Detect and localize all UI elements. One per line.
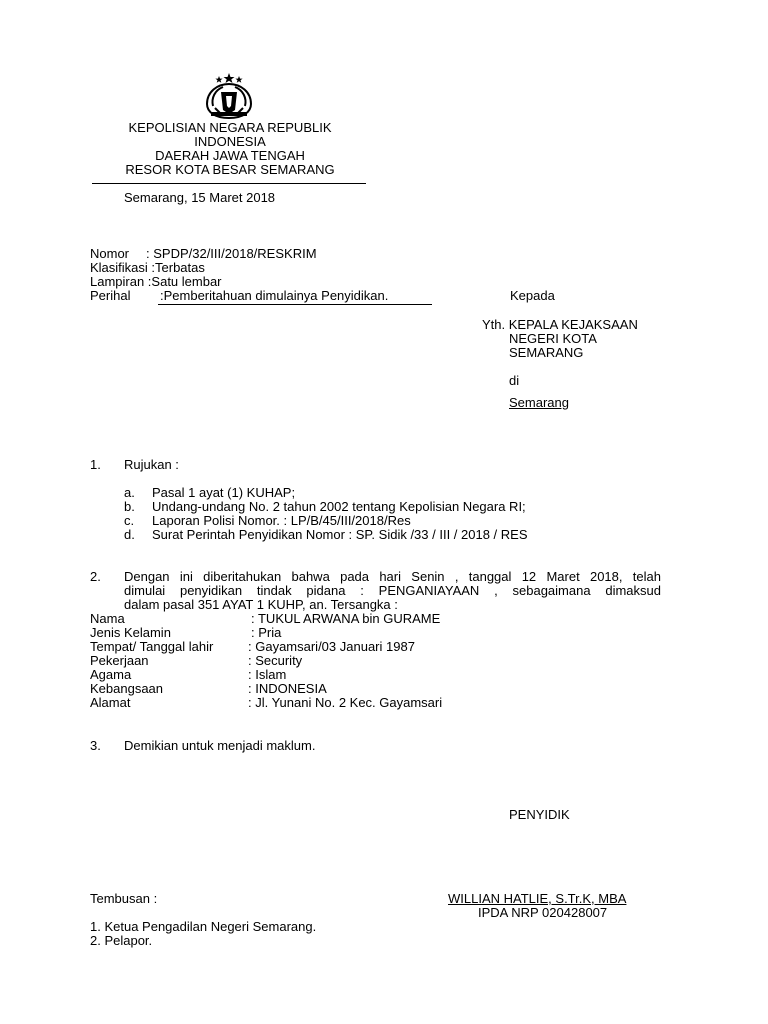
field-jenis-kelamin-value: : Pria — [251, 625, 282, 640]
header-line-3: DAERAH JAWA TENGAH — [155, 148, 305, 163]
field-nama-label: Nama — [90, 611, 125, 626]
section-2-number: 2. — [90, 569, 101, 584]
recipient-di: di — [509, 373, 520, 388]
lampiran: Lampiran :Satu lembar — [90, 274, 222, 289]
nomor-value: : SPDP/32/III/2018/RESKRIM — [146, 246, 317, 261]
section-2-line-2: dimulai penyidikan tindak pidana : PENGANIAYAAN , sebagaimana dimaksud — [124, 583, 661, 598]
section-2-line-3: dalam pasal 351 AYAT 1 KUHP, an. Tersangka : — [124, 597, 398, 612]
field-pekerjaan-value: : Security — [248, 653, 303, 668]
rujukan-a-text: Pasal 1 ayat (1) KUHAP; — [152, 485, 296, 500]
field-agama-label: Agama — [90, 667, 132, 682]
field-jenis-kelamin-label: Jenis Kelamin — [90, 625, 171, 640]
letter-date: Semarang, 15 Maret 2018 — [124, 190, 276, 205]
field-alamat-label: Alamat — [90, 695, 131, 710]
field-kebangsaan-label: Kebangsaan — [90, 681, 164, 696]
signature-rank: IPDA NRP 020428007 — [478, 905, 608, 920]
field-nama-value: : TUKUL ARWANA bin GURAME — [251, 611, 441, 626]
perihal-value: :Pemberitahuan dimulainya Penyidikan. — [160, 288, 389, 303]
recipient-city: Semarang — [509, 395, 569, 410]
header-line-2: INDONESIA — [194, 134, 266, 149]
field-kebangsaan-value: : INDONESIA — [248, 681, 327, 696]
rujukan-d-letter: d. — [124, 527, 135, 542]
perihal-label: Perihal — [90, 288, 131, 303]
rujukan-d-text: Surat Perintah Penyidikan Nomor : SP. Sidik /33 / III / 2018 / RES — [152, 527, 528, 542]
field-agama-value: : Islam — [248, 667, 287, 682]
section-3-text: Demikian untuk menjadi maklum. — [124, 738, 316, 753]
rujukan-b-letter: b. — [124, 499, 135, 514]
section-2-line-1: Dengan ini diberitahukan bahwa pada hari Senin , tanggal 12 Maret 2018, telah — [124, 569, 661, 584]
field-pekerjaan-label: Pekerjaan — [90, 653, 149, 668]
kepada-label: Kepada — [510, 288, 555, 303]
recipient-line-2: NEGERI KOTA — [509, 331, 597, 346]
tembusan-item-1: 1. Ketua Pengadilan Negeri Semarang. — [90, 919, 317, 934]
tembusan-label: Tembusan : — [90, 891, 158, 906]
klasifikasi: Klasifikasi :Terbatas — [90, 260, 205, 275]
rujukan-b-text: Undang-undang No. 2 tahun 2002 tentang Kepolisian Negara RI; — [152, 499, 526, 514]
recipient-line-3: SEMARANG — [509, 345, 584, 360]
section-3-number: 3. — [90, 738, 101, 753]
police-emblem-icon — [199, 72, 259, 120]
signature-name: WILLIAN HATLIE, S.Tr.K, MBA — [448, 891, 627, 906]
field-alamat-value: : Jl. Yunani No. 2 Kec. Gayamsari — [248, 695, 443, 710]
section-1-title: Rujukan : — [124, 457, 179, 472]
tembusan-item-2: 2. Pelapor. — [90, 933, 153, 948]
nomor-label: Nomor — [90, 246, 130, 261]
recipient-line-1: Yth. KEPALA KEJAKSAAN — [482, 317, 638, 332]
rujukan-c-letter: c. — [124, 513, 135, 528]
perihal-underline — [158, 304, 432, 305]
header-line-1: KEPOLISIAN NEGARA REPUBLIK — [128, 120, 332, 135]
header-divider — [92, 183, 366, 184]
rujukan-a-letter: a. — [124, 485, 135, 500]
signature-role: PENYIDIK — [509, 807, 570, 822]
field-ttl-label: Tempat/ Tanggal lahir — [90, 639, 214, 654]
section-1-number: 1. — [90, 457, 101, 472]
header-line-4: RESOR KOTA BESAR SEMARANG — [125, 162, 335, 177]
rujukan-c-text: Laporan Polisi Nomor. : LP/B/45/III/2018/Res — [152, 513, 411, 528]
field-ttl-value: : Gayamsari/03 Januari 1987 — [248, 639, 415, 654]
